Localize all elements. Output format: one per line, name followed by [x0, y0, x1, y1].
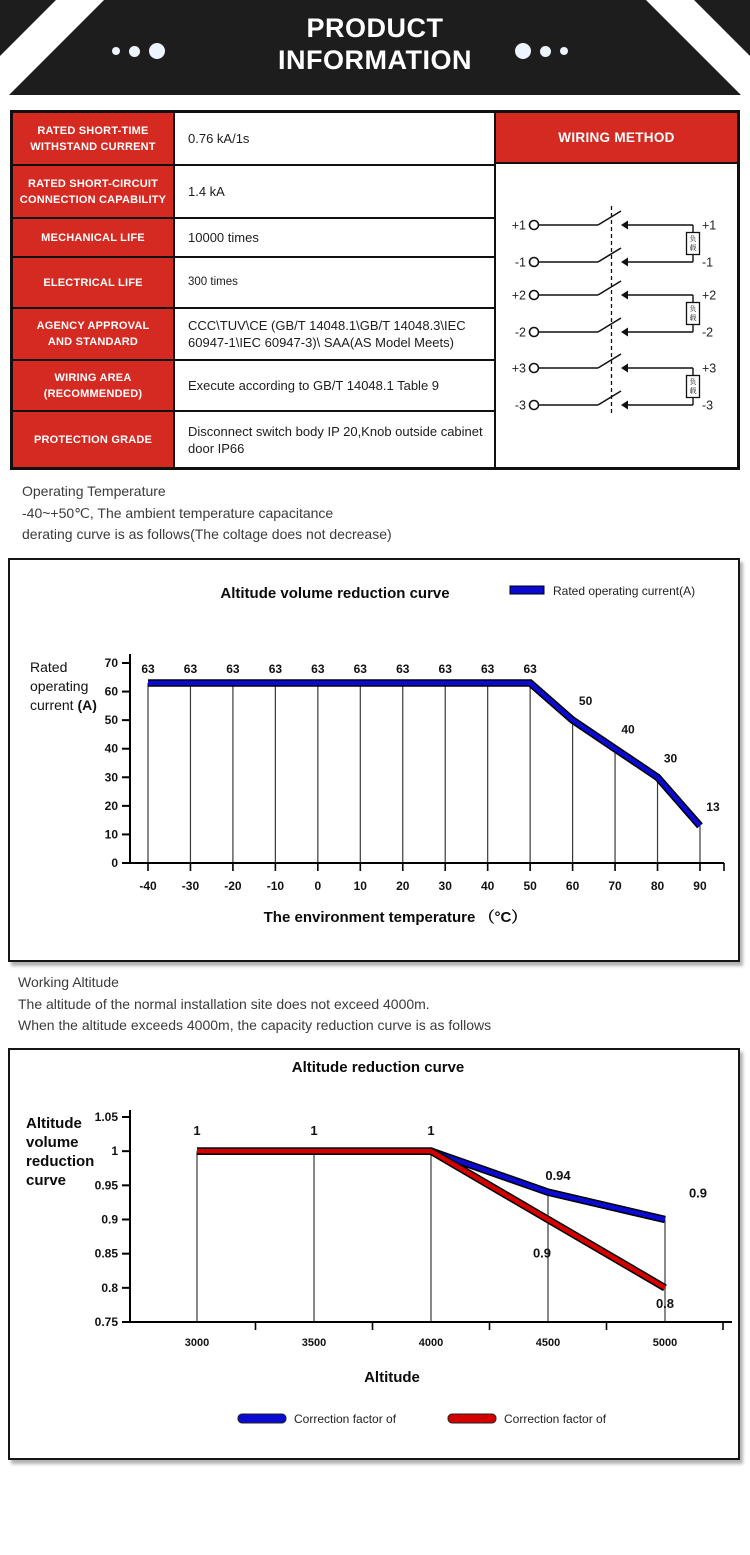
contact-icon — [621, 401, 628, 410]
note-line: -40~+50℃, The ambient temperature capacitance — [22, 504, 334, 521]
spec-row-value: 10000 times — [188, 230, 259, 245]
pole-label: +1 — [702, 218, 717, 233]
pole-label: +3 — [511, 361, 526, 376]
svg-text:负: 负 — [689, 306, 697, 313]
spec-row — [13, 309, 494, 361]
pole-label: +2 — [511, 288, 526, 303]
data-label: 0.9 — [688, 1185, 708, 1201]
legend-label: Correction factor of — [504, 1412, 607, 1426]
pole-label: -3 — [702, 398, 714, 413]
dot-icon — [560, 47, 568, 55]
contact-icon — [621, 364, 628, 373]
series-outline — [148, 683, 700, 826]
data-label: 0.94 — [545, 1168, 571, 1184]
data-label: 1 — [310, 1123, 318, 1139]
x-tick-label: 5000 — [652, 1337, 678, 1349]
legend-swatch-icon — [448, 1414, 496, 1423]
banner-dots-right — [515, 38, 568, 64]
data-label: 63 — [226, 662, 240, 676]
altitude-reduction-chart-panel — [8, 1048, 740, 1460]
x-tick-label: -40 — [139, 879, 157, 893]
data-label: 63 — [523, 662, 537, 676]
switch-blade-icon — [598, 281, 621, 295]
y-tick-label: 1 — [111, 1144, 118, 1159]
terminal-circle-icon — [530, 221, 539, 230]
spec-table — [10, 110, 740, 470]
x-axis-title: The environment temperature （°C） — [263, 909, 527, 926]
spec-row — [13, 361, 494, 412]
y-tick-label: 0.75 — [94, 1315, 118, 1329]
y-tick-label: 0.95 — [94, 1178, 118, 1193]
page-title: PRODUCT INFORMATION — [278, 13, 472, 75]
y-tick-label: 40 — [104, 741, 118, 756]
wiring-diagram-svg — [496, 164, 737, 467]
x-tick-label: 80 — [650, 879, 665, 893]
dot-icon — [540, 46, 551, 57]
pole-label: -1 — [514, 255, 526, 270]
spec-row-value: 0.76 kA/1s — [188, 131, 250, 146]
data-label: 63 — [438, 662, 452, 676]
y-tick-label: 60 — [104, 684, 118, 699]
data-label: 63 — [268, 662, 283, 676]
x-tick-label: -30 — [181, 879, 200, 893]
contact-icon — [621, 258, 628, 267]
pole-label: -2 — [514, 325, 526, 340]
y-axis-title: reduction — [26, 1153, 95, 1170]
y-tick-label: 0.9 — [101, 1212, 118, 1227]
x-tick-label: 70 — [608, 879, 622, 893]
y-axis-title: current (A) — [30, 697, 97, 713]
chart-title: Altitude reduction curve — [291, 1059, 465, 1076]
data-label: 0.9 — [532, 1245, 552, 1261]
data-label: 63 — [396, 662, 410, 676]
wiring-diagram — [496, 164, 737, 467]
switch-blade-icon — [598, 211, 621, 225]
pole-label: +2 — [702, 288, 717, 303]
svg-text:载: 载 — [689, 245, 697, 252]
terminal-circle-icon — [530, 328, 539, 337]
svg-text:载: 载 — [689, 315, 697, 322]
spec-row-label: ELECTRICAL LIFE — [13, 258, 175, 307]
y-tick-label: 0.8 — [101, 1280, 118, 1295]
pole-label: +1 — [511, 218, 526, 233]
terminal-circle-icon — [530, 401, 539, 410]
spec-row-label: MECHANICAL LIFE — [13, 219, 175, 256]
spec-row — [13, 219, 494, 258]
temperature-derating-chart — [10, 560, 734, 956]
data-label: 30 — [663, 751, 678, 766]
y-axis-title: curve — [26, 1172, 67, 1189]
data-label: 63 — [353, 662, 367, 676]
terminal-circle-icon — [530, 258, 539, 267]
spec-row-label: WIRING AREA (RECOMMENDED) — [13, 361, 175, 410]
x-axis-title: Altitude — [364, 1369, 420, 1386]
legend-swatch-icon — [238, 1414, 286, 1423]
x-tick-label: 10 — [353, 879, 367, 893]
contact-icon — [621, 291, 628, 300]
dot-icon — [515, 43, 531, 59]
data-label: 0.8 — [655, 1295, 675, 1311]
data-label: 1 — [427, 1123, 435, 1139]
data-label: 1 — [193, 1123, 201, 1139]
y-tick-label: 30 — [104, 770, 118, 785]
spec-row-label: AGENCY APPROVAL AND STANDARD — [13, 309, 175, 359]
legend-label: Correction factor of — [294, 1412, 397, 1426]
x-tick-label: -10 — [266, 879, 285, 893]
switch-blade-icon — [598, 391, 621, 405]
x-tick-label: 60 — [565, 879, 580, 893]
y-tick-label: 20 — [104, 798, 118, 813]
x-tick-label: 4000 — [418, 1337, 444, 1349]
y-axis-title: volume — [26, 1134, 79, 1151]
pole-label: -3 — [514, 398, 526, 413]
contact-icon — [621, 328, 628, 337]
x-tick-label: 20 — [396, 879, 410, 893]
spec-row — [13, 113, 494, 166]
terminal-circle-icon — [530, 364, 539, 373]
svg-text:载: 载 — [689, 388, 697, 395]
x-tick-label: 3500 — [301, 1337, 327, 1349]
pole-label: -2 — [702, 325, 714, 340]
data-label: 50 — [578, 694, 593, 709]
y-tick-label: 1.05 — [94, 1110, 118, 1124]
spec-row-label: RATED SHORT-CIRCUIT CONNECTION CAPABILITY — [13, 166, 175, 217]
y-tick-label: 70 — [104, 656, 118, 670]
legend-swatch-icon — [510, 586, 544, 594]
switch-blade-icon — [598, 318, 621, 332]
data-label: 63 — [481, 662, 495, 676]
x-tick-label: 4500 — [535, 1337, 561, 1349]
y-tick-label: 0.85 — [94, 1246, 118, 1261]
wiring-method-header: WIRING METHOD — [496, 113, 737, 164]
altitude-reduction-chart — [10, 1050, 734, 1454]
spec-row-label: RATED SHORT-TIME WITHSTAND CURRENT — [13, 113, 175, 164]
y-axis-title: operating — [30, 678, 89, 694]
switch-blade-icon — [598, 248, 621, 262]
spec-row-label: PROTECTION GRADE — [13, 412, 175, 467]
pole-label: -1 — [702, 255, 714, 270]
switch-blade-icon — [598, 354, 621, 368]
temperature-derating-chart-panel — [8, 558, 740, 962]
svg-text:负: 负 — [689, 379, 697, 386]
chart-title: Altitude volume reduction curve — [220, 585, 450, 602]
x-tick-label: 0 — [314, 879, 322, 893]
spec-row — [13, 258, 494, 309]
svg-text:负: 负 — [689, 236, 697, 243]
spec-row-value: 300 times — [188, 276, 238, 288]
x-tick-label: 40 — [481, 879, 495, 893]
wiring-method-column — [494, 113, 737, 467]
spec-row-value: 1.4 kA — [188, 184, 225, 199]
spec-row — [13, 166, 494, 219]
y-axis-title: Rated — [30, 659, 68, 675]
header-banner — [0, 0, 750, 95]
data-label: 63 — [183, 662, 198, 676]
x-tick-label: -20 — [224, 879, 242, 893]
legend-label: Rated operating current(A) — [553, 584, 696, 598]
spec-row-value: Disconnect switch body IP 20,Knob outside cabinet door IP66 — [188, 423, 483, 456]
spec-row-value: Execute according to GB/T 14048.1 Table 9 — [188, 378, 440, 393]
note-line: derating curve is as follows(The coltage does not decrease) — [22, 526, 392, 542]
contact-icon — [621, 221, 628, 230]
working-altitude-notes — [18, 972, 491, 1037]
note-line: When the altitude exceeds 4000m, the capacity reduction curve is as follows — [18, 1017, 492, 1033]
x-tick-label: 30 — [438, 879, 452, 893]
spec-table-rows — [13, 113, 494, 467]
pole-label: +3 — [702, 361, 717, 376]
note-line: The altitude of the normal installation site does not exceed 4000m. — [18, 995, 430, 1012]
data-label: 13 — [706, 799, 720, 814]
y-axis-title: Altitude — [26, 1115, 82, 1132]
x-tick-label: 3000 — [184, 1337, 210, 1349]
operating-temperature-notes — [22, 481, 392, 546]
spec-row-value: CCC\TUV\CE (GB/T 14048.1\GB/T 14048.3\IEC 60947-1\IEC 60947-3)\ SAA(AS Model Meets) — [188, 318, 466, 350]
y-tick-label: 10 — [104, 827, 118, 842]
x-tick-label: 50 — [523, 879, 537, 893]
terminal-circle-icon — [530, 291, 539, 300]
y-tick-label: 0 — [111, 856, 118, 870]
data-label: 40 — [621, 722, 635, 737]
note-line: Working Altitude — [18, 974, 119, 990]
note-line: Operating Temperature — [22, 483, 166, 499]
data-label: 63 — [141, 662, 155, 676]
y-tick-label: 50 — [104, 713, 118, 728]
spec-row — [13, 412, 494, 467]
x-tick-label: 90 — [693, 879, 707, 893]
data-label: 63 — [311, 662, 325, 676]
